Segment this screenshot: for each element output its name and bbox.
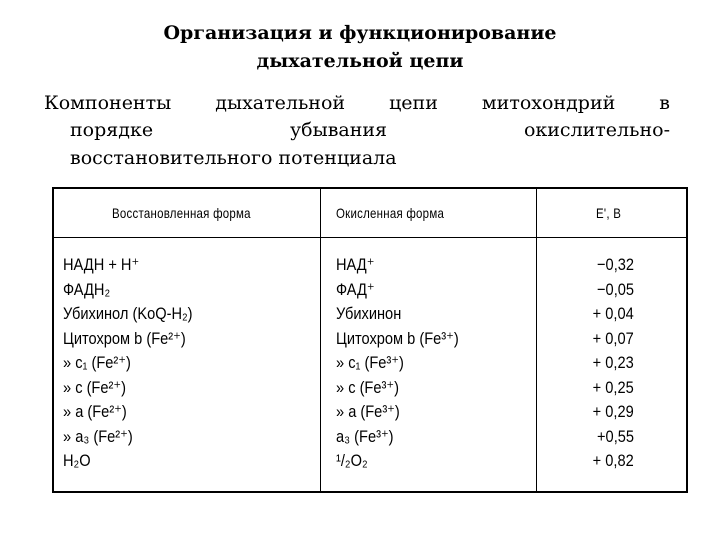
cell-potential: + 0,07 — [592, 328, 634, 348]
cell-potential: + 0,82 — [592, 451, 634, 470]
column-divider — [536, 189, 537, 491]
header-potential: E', В — [596, 205, 622, 221]
redox-potential-table — [52, 187, 688, 493]
header-divider — [54, 237, 686, 238]
subtitle-line-3: восстановительного потенциала — [70, 147, 397, 169]
column-divider — [320, 189, 321, 491]
cell-oxidized-form: » a (Fe³⁺) — [336, 402, 400, 421]
cell-potential: −0,32 — [597, 255, 634, 274]
cell-potential: + 0,29 — [592, 402, 634, 421]
cell-oxidized-form: Цитохром b (Fe³⁺) — [336, 328, 459, 348]
subtitle-line-1: Компоненты дыхательной цепи митохондрий в — [44, 92, 670, 114]
cell-reduced-form: » c (Fe²⁺) — [63, 377, 126, 397]
cell-reduced-form: » a (Fe²⁺) — [63, 402, 127, 421]
cell-oxidized-form: » c (Fe³⁺) — [336, 377, 399, 397]
cell-oxidized-form: ¹/₂O₂ — [336, 451, 368, 470]
cell-reduced-form: » c₁ (Fe²⁺) — [63, 353, 131, 372]
cell-potential: +0,55 — [597, 426, 634, 446]
slide-title-line-1: Организация и функционирование — [163, 22, 557, 44]
cell-potential: + 0,25 — [592, 377, 634, 397]
cell-reduced-form: Убихинол (KoQ-H₂) — [63, 304, 193, 323]
cell-reduced-form: ФАДН₂ — [63, 279, 111, 299]
cell-potential: −0,05 — [597, 279, 634, 299]
slide-title-line-2: дыхательной цепи — [256, 50, 464, 72]
cell-oxidized-form: » c₁ (Fe³⁺) — [336, 353, 404, 372]
cell-reduced-form: НАДН + Н⁺ — [63, 255, 140, 274]
header-reduced-form: Восстановленная форма — [112, 205, 251, 221]
cell-potential: + 0,04 — [592, 304, 634, 323]
cell-oxidized-form: ФАД⁺ — [336, 279, 375, 299]
cell-reduced-form: » a₃ (Fe²⁺) — [63, 426, 133, 446]
header-oxidized-form: Окисленная форма — [336, 205, 445, 221]
cell-oxidized-form: Убихинон — [336, 304, 402, 323]
cell-oxidized-form: a₃ (Fe³⁺) — [336, 426, 394, 446]
cell-oxidized-form: НАД⁺ — [336, 255, 375, 274]
subtitle-line-2: порядке убывания окислительно- — [70, 119, 670, 141]
cell-reduced-form: H₂O — [63, 451, 91, 470]
cell-reduced-form: Цитохром b (Fe²⁺) — [63, 328, 186, 348]
cell-potential: + 0,23 — [592, 353, 634, 372]
